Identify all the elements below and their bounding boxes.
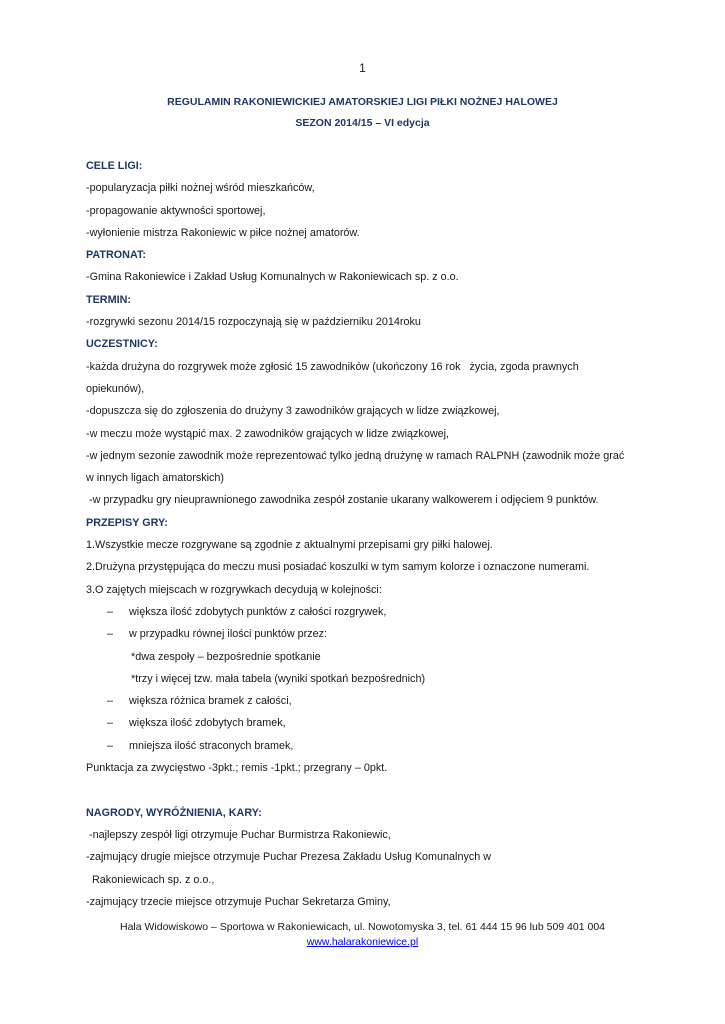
list-item: -rozgrywki sezonu 2014/15 rozpoczynają się w październiku 2014roku <box>86 316 421 329</box>
dash-bullet-icon: – <box>107 717 114 730</box>
list-item: -zajmujący drugie miejsce otrzymuje Puchar Prezesa Zakładu Usług Komunalnych w <box>86 851 492 864</box>
section-heading-termin: TERMIN: <box>86 293 131 306</box>
criteria-text: większa różnica bramek z całości, <box>129 695 292 708</box>
section-heading-cele: CELE LIGI: <box>86 160 143 172</box>
criteria-text: większa ilość zdobytych punktów z całości rozgrywek, <box>129 605 387 618</box>
criteria-item <box>86 735 656 757</box>
list-item: 1.Wszystkie mecze rozgrywane są zgodnie z aktualnymi przepisami gry piłki halowej. <box>86 539 493 552</box>
dash-bullet-icon: – <box>107 605 114 618</box>
list-item: w innych ligach amatorskich) <box>86 472 225 485</box>
list-item: 2.Drużyna przystępująca do meczu musi posiadać koszulki w tym samym kolorze i oznaczone numerami. <box>86 561 590 574</box>
dash-bullet-icon: – <box>107 628 114 641</box>
criteria-item <box>86 623 656 645</box>
list-item: -Gmina Rakoniewice i Zakład Usług Komunalnych w Rakoniewicach sp. z o.o. <box>86 271 459 284</box>
criteria-text: mniejsza ilość straconych bramek, <box>129 739 294 752</box>
list-item: 3.O zajętych miejscach w rozgrywkach decydują w kolejności: <box>86 583 382 596</box>
website-link[interactable]: www.halarakoniewice.pl <box>306 936 419 948</box>
season-subtitle: SEZON 2014/15 – VI edycja <box>295 117 430 129</box>
page-footer <box>0 920 725 950</box>
document-title: REGULAMIN RAKONIEWICKIEJ AMATORSKIEJ LIGI PIŁKI NOŻNEJ HALOWEJ <box>167 96 558 108</box>
list-item: -w meczu może wystąpić max. 2 zawodników grających w lidze związkowej, <box>86 427 450 440</box>
list-item: -każda drużyna do rozgrywek może zgłosić 15 zawodników (ukończony 16 rok życia, zgoda prawnych <box>86 360 579 373</box>
section-heading-patronat: PATRONAT: <box>86 249 146 262</box>
criteria-item <box>86 712 656 734</box>
list-item: -najlepszy zespół ligi otrzymuje Puchar Burmistrza Rakoniewic, <box>86 828 391 841</box>
points-rule: Punktacja za zwycięstwo -3pkt.; remis -1pkt.; przegrany – 0pkt. <box>86 762 388 775</box>
list-item: opiekunów), <box>86 382 145 395</box>
section-heading-nagrody: NAGRODY, WYRÓŻNIENIA, KARY: <box>86 806 262 819</box>
criteria-item <box>86 601 656 623</box>
list-item: -dopuszcza się do zgłoszenia do drużyny 3 zawodników grających w lidze związkowej, <box>86 405 500 418</box>
page-number: 1 <box>359 61 366 75</box>
footer-address: Hala Widowiskowo – Sportowa w Rakoniewicach, ul. Nowotomyska 3, tel. 61 444 15 96 lub 509 401 004 <box>119 921 606 933</box>
list-item: Rakoniewicach sp. z o.o., <box>86 873 215 886</box>
list-item: -w jednym sezonie zawodnik może reprezentować tylko jedną drużynę w ramach RALPNH (zawodnik może grać <box>86 449 625 462</box>
criteria-text: większa ilość zdobytych bramek, <box>129 717 286 730</box>
list-item: -w przypadku gry nieuprawnionego zawodnika zespół zostanie ukarany walkowerem i odjęciem 9 punktów. <box>86 494 599 507</box>
section-heading-przepisy: PRZEPISY GRY: <box>86 516 168 529</box>
list-item: -propagowanie aktywności sportowej, <box>86 204 266 217</box>
document-body <box>86 155 656 913</box>
criteria-text: w przypadku równej ilości punktów przez: <box>129 628 328 641</box>
sub-criteria-item: *dwa zespoły – bezpośrednie spotkanie <box>131 650 321 663</box>
sub-criteria-item: *trzy i więcej tzw. mała tabela (wyniki spotkań bezpośrednich) <box>131 672 426 685</box>
list-item: -wyłonienie mistrza Rakoniewic w piłce nożnej amatorów. <box>86 226 360 239</box>
spacer <box>86 779 656 801</box>
criteria-item <box>86 690 656 712</box>
list-item: -zajmujący trzecie miejsce otrzymuje Puchar Sekretarza Gminy, <box>86 895 391 908</box>
dash-bullet-icon: – <box>107 739 114 752</box>
list-item: -popularyzacja piłki nożnej wśród mieszkańców, <box>86 182 315 195</box>
dash-bullet-icon: – <box>107 695 114 708</box>
section-heading-uczestnicy: UCZESTNICY: <box>86 338 158 351</box>
